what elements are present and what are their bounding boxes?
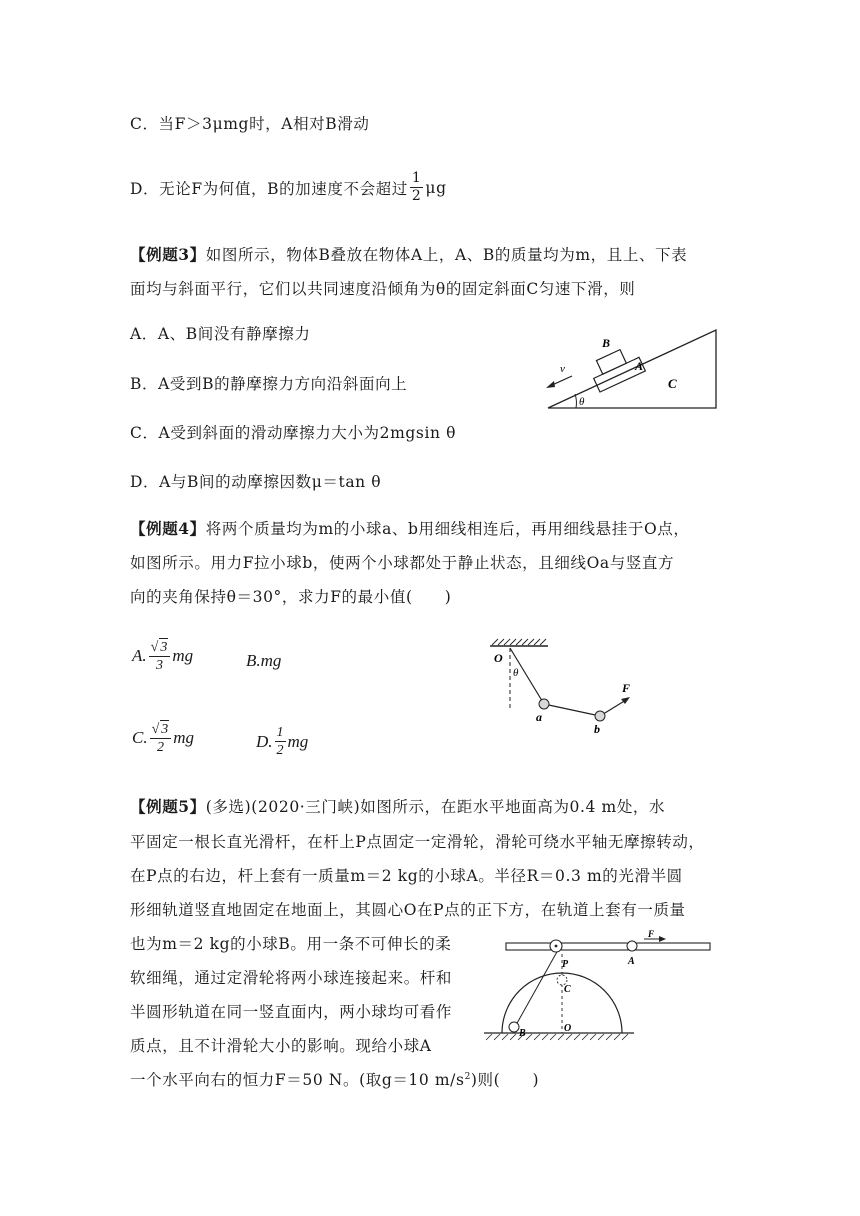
theta-label: θ [513, 667, 519, 679]
example5-line1: 【例题5】(多选)(2020·三门峡)如图所示，在距水平地面高为0.4 m处，水 [130, 797, 666, 816]
fraction-root3-over-2: $\frac{√ 3}{2}$ [150, 720, 172, 756]
example5-label: 【例题5】 [130, 797, 206, 816]
theta-label: θ [579, 396, 585, 408]
example4-option-d: D. $\frac{1}{2}$ mg [256, 725, 309, 758]
q2-option-c: C．当F＞3μmg时，A相对B滑动 [130, 115, 370, 133]
example3-stem-line2: 面均与斜面平行，它们以共同速度沿倾角为θ的固定斜面C匀速下滑，则 [130, 280, 636, 298]
velocity-label: v [560, 363, 565, 375]
block-a-label: A [635, 359, 644, 373]
example4-label: 【例题4】 [130, 519, 206, 538]
example4-stem-line3: 向的夹角保持θ＝30°，求力F的最小值( ) [130, 588, 452, 606]
ball-b-label: B [519, 1028, 526, 1039]
q2-option-d [130, 170, 447, 205]
example3-option-c: C．A受到斜面的滑动摩擦力大小为2mgsin θ [130, 424, 457, 442]
fraction-half: $\frac{1}{2}$ [411, 170, 422, 204]
example5-line7: 半圆形轨道在同一竖直面内，两小球均可看作 [130, 1003, 453, 1021]
example4-option-b: B.mg [246, 651, 282, 670]
center-o-label: O [564, 1023, 572, 1034]
example5-line8: 质点，且不计滑轮大小的影响。现给小球A [130, 1037, 432, 1055]
block-b-label: B [602, 336, 611, 350]
example5-rod-semicircle-figure [484, 930, 714, 1042]
point-o-label: O [494, 651, 503, 665]
example5-line3: 在P点的右边，杆上套有一质量m＝2 kg的小球A。半径R＝0.3 m的光滑半圆 [130, 867, 683, 885]
point-c-label: C [564, 984, 571, 995]
example5-line5: 也为m＝2 kg的小球B。用一条不可伸长的柔 [130, 935, 452, 953]
ball-a-label: a [536, 710, 542, 724]
example3-option-b: B．A受到B的静摩擦力方向沿斜面向上 [130, 375, 408, 393]
example4-stem-line2: 如图所示。用力F拉小球b，使两个小球都处于静止状态，且细线Oa与竖直方 [130, 554, 675, 572]
example4-option-c: C. $\frac{√ 3}{2}$ mg [132, 722, 195, 755]
fraction-one-half: $\frac{1}{2}$ [276, 725, 284, 758]
example4-stem-line1: 【例题4】将两个质量均为m的小球a、b用细线相连后，再用细线悬挂于O点， [130, 519, 690, 538]
example3-option-d: D．A与B间的动摩擦因数μ＝tan θ [130, 473, 382, 491]
example5-line2: 平固定一根长直光滑杆，在杆上P点固定一定滑轮，滑轮可绕水平轴无摩擦转动， [130, 833, 705, 851]
q2-option-d-unit: μg [425, 178, 447, 197]
example3-incline-figure [540, 322, 722, 412]
example5-line9: 一个水平向右的恒力F＝50 N。(取g＝10 $m/s^2$)则( ) [130, 1071, 540, 1089]
pulley-p-label: P [562, 959, 569, 970]
ball-b-label: b [594, 722, 600, 736]
example3-stem-line1: 【例题3】如图所示，物体B叠放在物体A上，A、B的质量均为m，且上、下表 [130, 245, 688, 264]
example3-label: 【例题3】 [130, 245, 206, 264]
force-f-label: F [648, 930, 655, 939]
q2-option-d-text: D．无论F为何值，B的加速度不会超过 [130, 179, 408, 198]
example4-option-a: A. $\frac{√ 3}{3}$ mg [132, 640, 194, 673]
example4-pendulum-figure [488, 636, 648, 748]
force-f-label: F [622, 681, 631, 695]
fraction-root3-over-3: $\frac{√ 3}{3}$ [149, 638, 171, 674]
incline-c-label: C [668, 376, 677, 391]
example3-option-a: A．A、B间没有静摩擦力 [130, 325, 311, 343]
example5-line4: 形细轨道竖直地固定在地面上，其圆心O在P点的正下方，在轨道上套有一质量 [130, 901, 686, 919]
ball-a-label: A [628, 956, 635, 967]
example5-line6: 软细绳，通过定滑轮将两小球连接起来。杆和 [130, 969, 453, 987]
